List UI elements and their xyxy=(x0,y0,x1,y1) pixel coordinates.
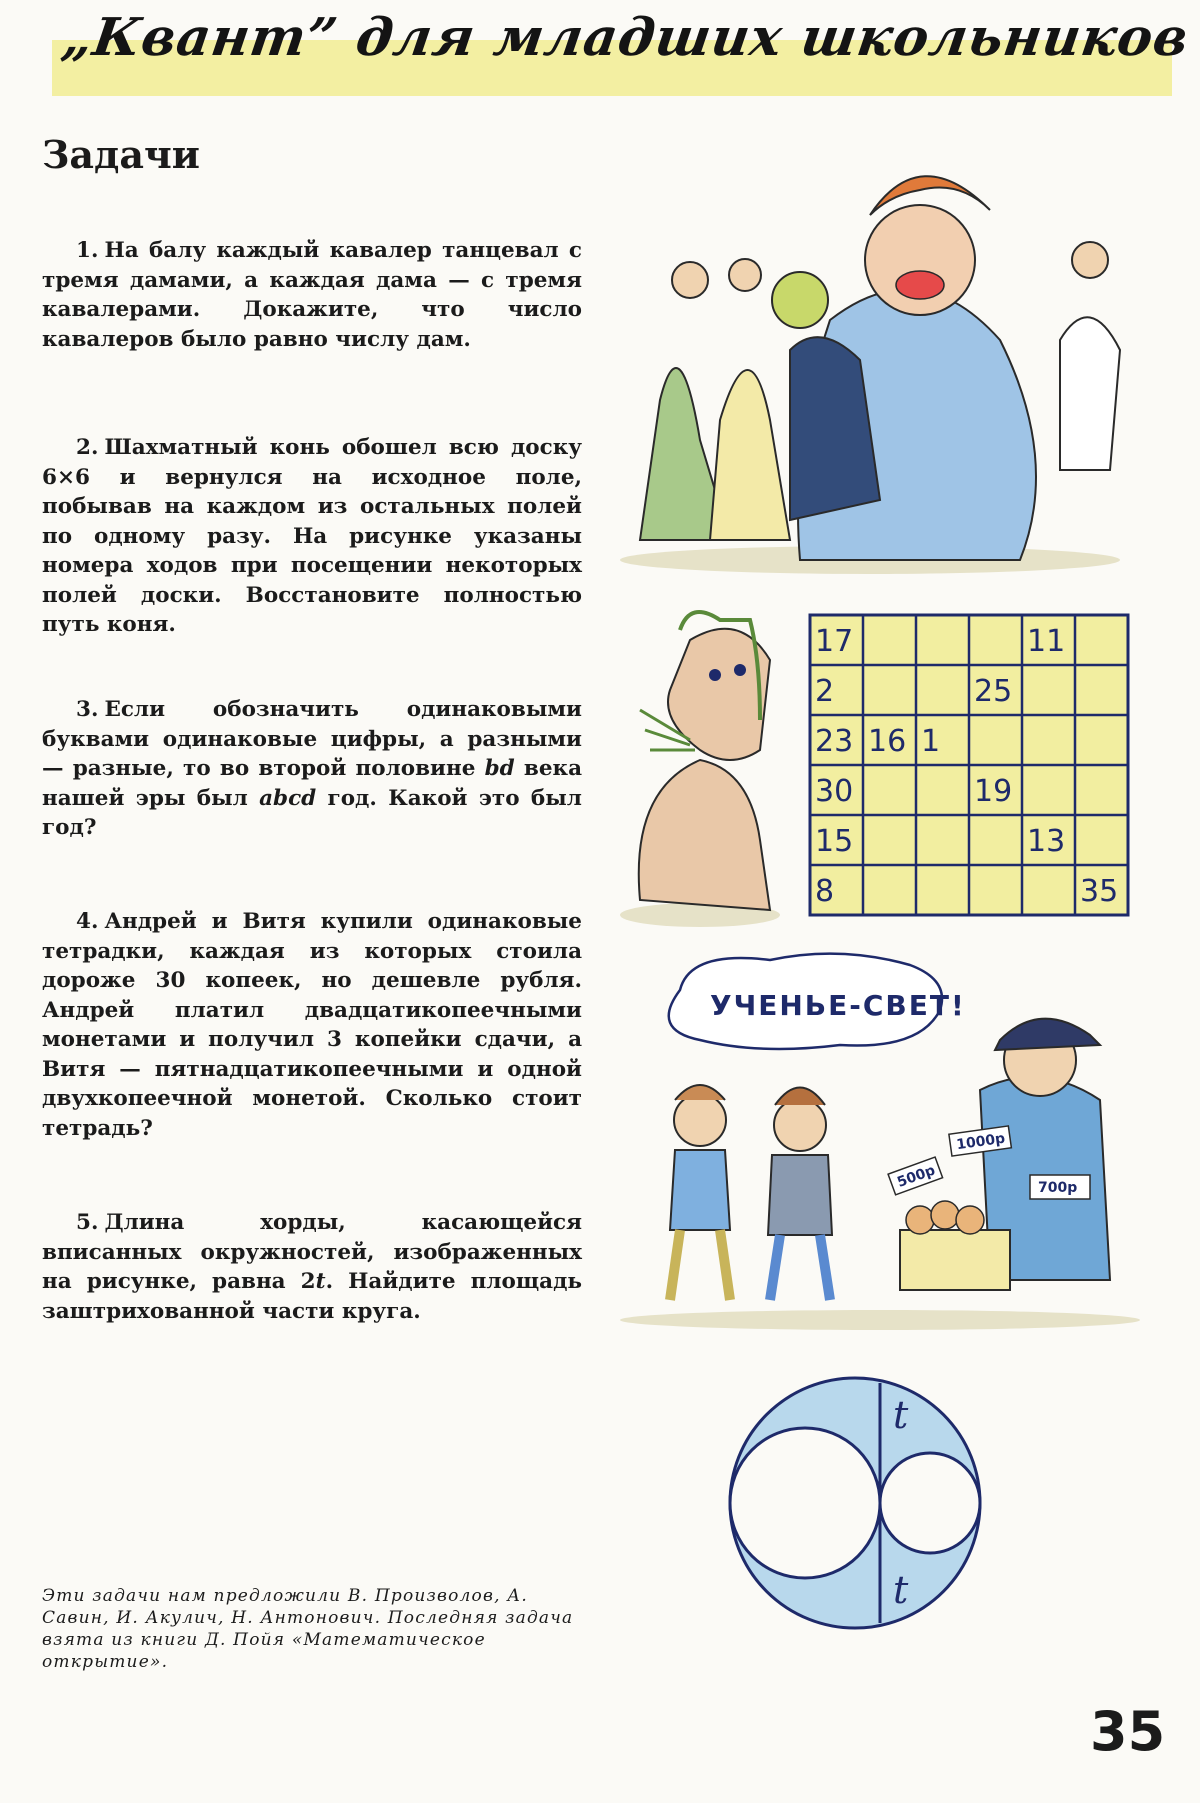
small-inscribed-circle xyxy=(880,1453,980,1553)
problem-text: Длина хорды, касающейся вписанных окружностей, изображенных на рисунке, равна 2 xyxy=(42,1210,582,1294)
problem-5 xyxy=(42,1208,582,1326)
price-tag: 1000р xyxy=(955,1130,1007,1154)
chessboard-cell-number: 15 xyxy=(815,824,854,859)
problem-text: На балу каждый кавалер танцевал с тремя дамами, а каждая дама — с тремя кавалерами. Докажите, что число кавалеров было равно числу дам. xyxy=(42,238,582,352)
problem-2 xyxy=(42,433,582,640)
variable: abcd xyxy=(259,785,317,811)
problem-number: 3. xyxy=(76,697,99,722)
problem-1 xyxy=(42,236,582,354)
variable: bd xyxy=(484,756,515,781)
problem-text: Андрей и Витя купили одинаковые тетрадки, каждая из которых стоила дороже 30 копеек, но дешевле рубля. Андрей платил двадцатикопеечными монетами и получил 3 копейки сдачи, а Витя — пятнадцатикопеечными и одной двухкопеечной монетой. Сколько стоит тетрадь? xyxy=(42,909,582,1141)
problem-number: 2. xyxy=(76,435,99,460)
problem-3 xyxy=(42,695,582,843)
problem-number: 5. xyxy=(76,1210,99,1235)
problem-text: Если обозначить одинаковыми буквами одинаковые цифры, а разными — разные, то во второй половине xyxy=(42,697,582,781)
banner-title: „Квант” для младших школьников xyxy=(58,7,1193,68)
t-label-top: t xyxy=(893,1393,909,1437)
street-illustration xyxy=(620,950,1140,1330)
chessboard-cell-number: 25 xyxy=(974,674,1013,709)
chessboard-cell-number: 35 xyxy=(1080,874,1119,909)
problem-text: . Найдите площадь заштрихованной части круга. xyxy=(42,1269,582,1324)
problem-4 xyxy=(42,907,582,1143)
problem-text: Шахматный конь обошел всю доску 6×6 и вернулся на исходное поле, побывав на каждом из остальных полей по одному разу. На рисунке указаны номера ходов при посещении некоторых полей доски. Восстановите полностью путь коня. xyxy=(42,435,582,637)
speech-bubble-text: УЧЕНЬЕ-СВЕТ! xyxy=(710,989,966,1022)
variable: t xyxy=(315,1269,326,1294)
circle-diagram xyxy=(725,1373,985,1633)
page-number: 35 xyxy=(1090,1700,1166,1763)
problem-text: века нашей эры был xyxy=(42,756,582,811)
price-tag: 500р xyxy=(895,1162,938,1191)
chessboard-cell-number: 11 xyxy=(1027,624,1066,659)
large-inscribed-circle xyxy=(730,1428,880,1578)
chessboard-cell-number: 17 xyxy=(815,624,854,659)
chessboard-cell-number: 2 xyxy=(815,674,835,709)
chessboard-cell-number: 23 xyxy=(815,724,854,759)
chessboard-illustration xyxy=(620,600,1140,930)
t-label-bottom: t xyxy=(893,1568,909,1612)
chessboard-cell-number: 16 xyxy=(868,724,907,759)
chessboard-cell-number: 30 xyxy=(815,774,854,809)
credits-note: Эти задачи нам предложили В. Произволов, А. Савин, И. Акулич, Н. Антонович. Последняя задача взята из книги Д. Пойя «Математическое открытие». xyxy=(42,1586,574,1672)
page-title: Задачи xyxy=(42,132,200,177)
chessboard-cell-number: 13 xyxy=(1027,824,1066,859)
problem-number: 4. xyxy=(76,909,99,934)
price-tag: 700р xyxy=(1038,1180,1078,1196)
chessboard-cell-number: 19 xyxy=(974,774,1013,809)
chessboard-cell-number: 1 xyxy=(921,724,941,759)
chessboard-cell-number: 8 xyxy=(815,874,835,909)
ball-illustration xyxy=(620,140,1140,580)
problem-text: год. Какой это был год? xyxy=(42,785,582,840)
problem-number: 1. xyxy=(76,238,99,263)
